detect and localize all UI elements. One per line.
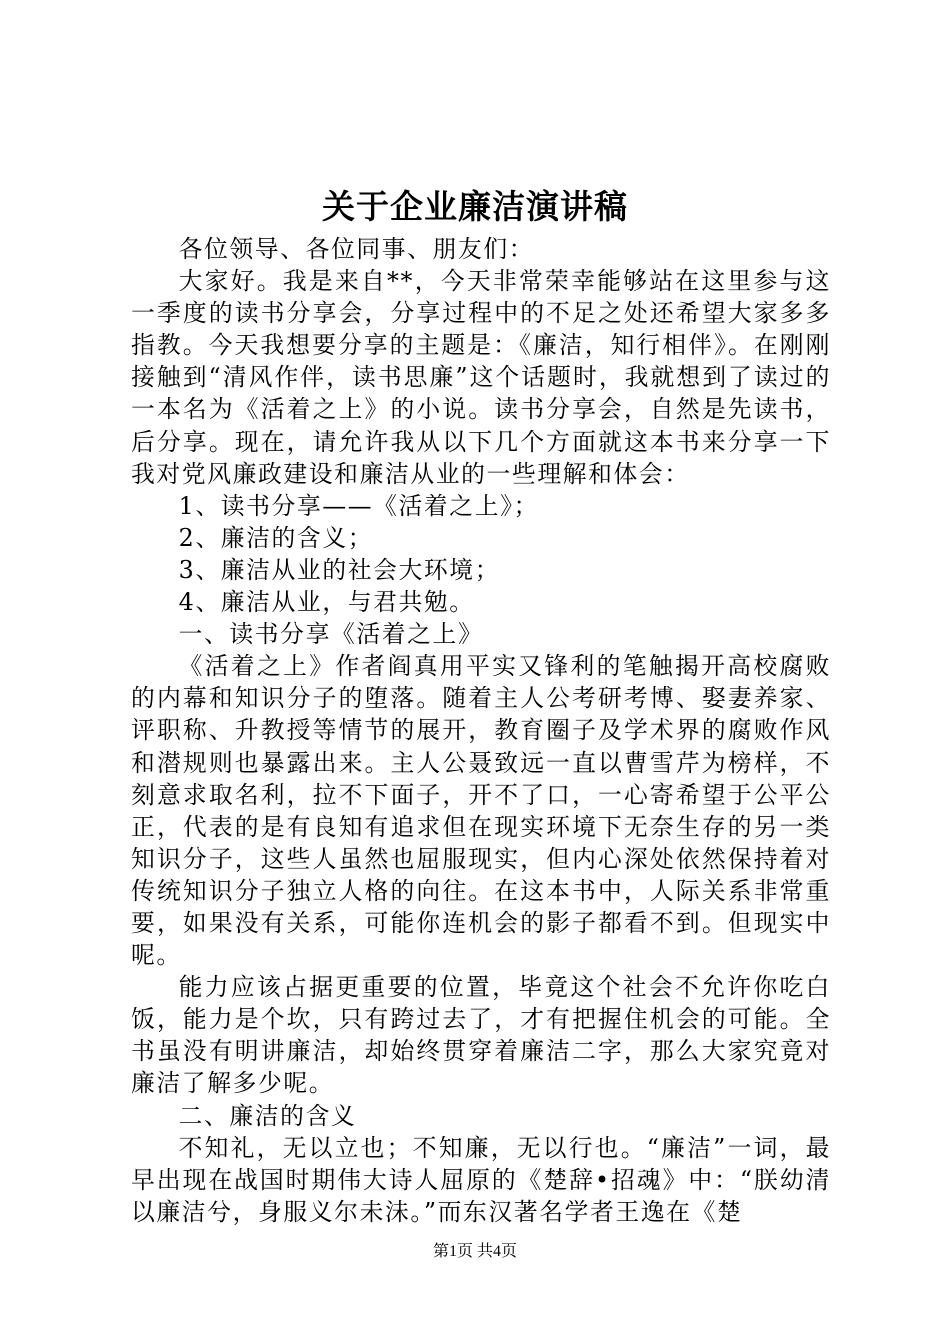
outline-item-2: 2、廉洁的含义； [178, 523, 374, 552]
definition-paragraph: 不知礼，无以立也；不知廉，无以行也。“廉洁”一词，最早出现在战国时期伟大诗人屈原的《楚辞•招魂》中：“朕幼清以廉洁兮，身服义尔未沬。”而东汉著名学者王逸在《楚 [131, 1133, 831, 1226]
greeting-paragraph: 各位领导、各位同事、朋友们： [178, 235, 535, 263]
section-heading-1: 一、读书分享《活着之上》 [178, 620, 484, 649]
book-review-paragraph: 《活着之上》作者阎真用平实又锋利的笔触揭开高校腐败的内幕和知识分子的堕落。随着主人公考研考博、娶妻养家、评职称、升教授等情节的展开，教育圈子及学术界的腐败作风和潜规则也暴露出来。主人公聂致远一直以曹雪芹为榜样，不刻意求取名利，拉不下面子，开不了口，一心寄希望于公平公正，代表的是有良知有追求但在现实环境下无奈生存的另一类知识分子，这些人虽然也屈服现实，但内心深处依然保持着对传统知识分子独立人格的向往。在这本书中，人际关系非常重要，如果没有关系，可能你连机会的影子都看不到。但现实中呢。 [131, 652, 831, 970]
outline-item-4: 4、廉洁从业，与君共勉。 [178, 588, 475, 617]
section-heading-2: 二、廉洁的含义 [178, 1101, 357, 1130]
ability-paragraph: 能力应该占据更重要的位置，毕竟这个社会不允许你吃白饭，能力是个坎，只有跨过去了，才有把握住机会的可能。全书虽没有明讲廉洁，却始终贯穿着廉洁二字，那么大家究竟对廉洁了解多少呢。 [131, 973, 831, 1098]
document-title: 关于企业廉洁演讲稿 [322, 187, 628, 226]
page-number-footer: 第1页 共4页 [432, 1243, 517, 1260]
outline-item-1: 1、读书分享——《活着之上》； [178, 491, 539, 520]
intro-paragraph: 大家好。我是来自**，今天非常荣幸能够站在这里参与这一季度的读书分享会，分享过程中的不足之处还希望大家多多指教。今天我想要分享的主题是：《廉洁，知行相伴》。在刚刚接触到“清风作伴，读书思廉”这个话题时，我就想到了读过的一本名为《活着之上》的小说。读书分享会，自然是先读书，后分享。现在，请允许我从以下几个方面就这本书来分享一下我对党风廉政建设和廉洁从业的一些理解和体会： [131, 267, 831, 488]
document-body [131, 233, 831, 1228]
outline-item-3: 3、廉洁从业的社会大环境； [178, 555, 501, 584]
